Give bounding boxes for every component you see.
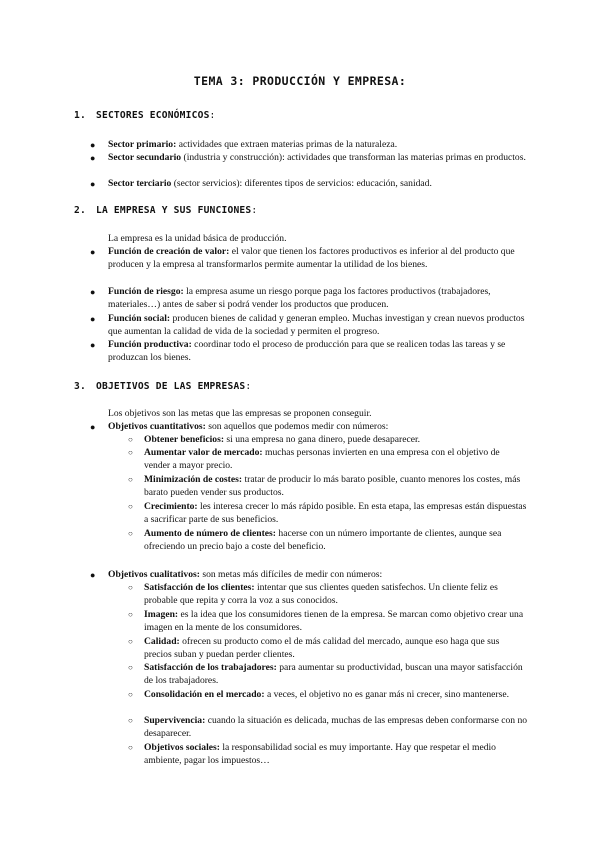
sub-list-item <box>128 662 528 687</box>
item-term: Satisfacción de los clientes: <box>144 582 255 593</box>
item-term: Aumentar valor de mercado: <box>144 447 263 458</box>
item-text: para aumentar su productividad, buscan una mayor satisfacción de los trabajadores. <box>144 662 523 686</box>
section-heading-text: OBJETIVOS DE LAS EMPRESAS <box>96 381 246 392</box>
item-text: son metas más difíciles de medir con números: <box>199 569 383 580</box>
list-item <box>90 339 528 364</box>
item-term: Sector primario: <box>108 139 177 150</box>
section-heading-colon: : <box>251 205 258 216</box>
bullet-icon: ● <box>90 247 96 257</box>
circle-bullet-icon: ○ <box>128 690 133 699</box>
list-item <box>90 286 528 311</box>
item-term: Función de creación de valor: <box>108 246 230 257</box>
item-text: cuando la situación es delicada, muchas de las empresas deben conformarse con no desaparecer. <box>144 715 528 739</box>
list-item <box>90 421 528 434</box>
item-term: Objetivos sociales: <box>144 742 220 753</box>
item-term: Sector terciario <box>108 178 172 189</box>
sub-list-item <box>128 742 528 767</box>
item-text: son aquellos que podemos medir con números: <box>205 421 389 432</box>
list-item <box>90 313 528 338</box>
circle-bullet-icon: ○ <box>128 448 133 457</box>
item-text: el valor que tienen los factores productivos es inferior al del producto que producen y la empresa al transformarlos permite aumentar la utilidad de los bienes. <box>108 246 515 270</box>
item-term: Supervivencia: <box>144 715 206 726</box>
bullet-icon: ● <box>90 153 96 163</box>
item-term: Función de riesgo: <box>108 286 184 297</box>
section-number: 2. <box>74 205 86 216</box>
circle-bullet-icon: ○ <box>128 475 133 484</box>
sub-list-item <box>128 434 528 447</box>
bullet-icon: ● <box>90 340 96 350</box>
section-heading-colon: : <box>245 381 252 392</box>
circle-bullet-icon: ○ <box>128 529 133 538</box>
bullet-icon: ● <box>90 314 96 324</box>
sub-list-item <box>128 715 528 740</box>
item-text: (industria y construcción): actividades que transforman las materias primas en productos. <box>181 152 526 163</box>
bullet-icon: ● <box>90 179 96 189</box>
item-text: tratar de producir lo más barato posible, cuanto menores los costes, más barato pueden vender sus productos. <box>144 474 521 498</box>
sub-list-item <box>128 501 528 526</box>
item-term: Sector secundario <box>108 152 182 163</box>
item-term: Calidad: <box>144 636 180 647</box>
item-text: la responsabilidad social es muy importante. Hay que respetar el medio ambiente, pagar los impuestos… <box>144 742 496 766</box>
item-term: Objetivos cualitativos: <box>108 569 200 580</box>
list-item <box>90 569 528 582</box>
section-number: 1. <box>74 110 86 121</box>
item-text: a veces, el objetivo no es ganar más ni crecer, sino mantenerse. <box>264 689 509 700</box>
item-text: actividades que extraen materias primas de la naturaleza. <box>176 139 398 150</box>
item-term: Función productiva: <box>108 339 192 350</box>
list-item <box>90 152 528 165</box>
section-heading-2 <box>74 205 257 216</box>
bullet-icon: ● <box>90 140 96 150</box>
item-text: coordinar todo el proceso de producción para que se realicen todas las tareas y se produzcan los bienes. <box>108 339 506 363</box>
item-term: Aumento de número de clientes: <box>144 528 276 539</box>
item-text: si una empresa no gana dinero, puede desaparecer. <box>224 434 421 445</box>
sub-list-item <box>128 636 528 661</box>
sub-list-item <box>128 528 528 553</box>
section-heading-text: SECTORES ECONÓMICOS <box>96 110 210 121</box>
item-term: Obtener beneficios: <box>144 434 225 445</box>
item-term: Consolidación en el mercado: <box>144 689 265 700</box>
section-heading-3 <box>74 381 251 392</box>
sub-list-item <box>128 447 528 472</box>
item-term: Satisfacción de los trabajadores: <box>144 662 277 673</box>
item-term: Función social: <box>108 313 171 324</box>
section-number: 3. <box>74 381 86 392</box>
bullet-icon: ● <box>90 422 96 432</box>
item-term: Imagen: <box>144 609 179 620</box>
item-term: Minimización de costes: <box>144 474 243 485</box>
item-text: ofrecen su producto como el de más calidad del mercado, aunque eso haga que sus precios suban y puedan perder clientes. <box>144 636 500 660</box>
item-text: muchas personas invierten en una empresa con el objetivo de vender a mayor precio. <box>144 447 500 471</box>
page-title: TEMA 3: PRODUCCIÓN Y EMPRESA: <box>193 74 407 88</box>
bullet-icon: ● <box>90 287 96 297</box>
list-item <box>90 246 528 271</box>
item-text: (sector servicios): diferentes tipos de servicios: educación, sanidad. <box>171 178 432 189</box>
circle-bullet-icon: ○ <box>128 637 133 646</box>
sub-list-item <box>128 582 528 607</box>
circle-bullet-icon: ○ <box>128 743 133 752</box>
circle-bullet-icon: ○ <box>128 610 133 619</box>
sub-list-item <box>128 609 528 634</box>
section-intro: La empresa es la unidad básica de producción. <box>108 233 287 244</box>
item-text: hacerse con un número importante de clientes, aunque sea ofreciendo un precio bajo a coste del beneficio. <box>144 528 502 552</box>
circle-bullet-icon: ○ <box>128 663 133 672</box>
circle-bullet-icon: ○ <box>128 502 133 511</box>
item-text: la empresa asume un riesgo porque paga los factores productivos (trabajadores, materiales…) antes de saber si podrá vender los productos que producen. <box>108 286 491 310</box>
circle-bullet-icon: ○ <box>128 435 133 444</box>
item-text: les interesa crecer lo más rápido posible. En esta etapa, las empresas están dispuestas a sacrificar parte de sus beneficios. <box>144 501 527 525</box>
section-heading-colon: : <box>209 110 216 121</box>
item-term: Objetivos cuantitativos: <box>108 421 206 432</box>
circle-bullet-icon: ○ <box>128 716 133 725</box>
item-text: intentar que sus clientes queden satisfechos. Un cliente feliz es probable que repita y corra la voz a sus conocidos. <box>144 582 498 606</box>
bullet-icon: ● <box>90 570 96 580</box>
list-item <box>90 178 528 191</box>
section-heading-text: LA EMPRESA Y SUS FUNCIONES <box>96 205 252 216</box>
section-heading-1 <box>74 110 216 121</box>
sub-list-item <box>128 474 528 499</box>
list-item <box>90 139 528 152</box>
section-intro: Los objetivos son las metas que las empresas se proponen conseguir. <box>108 408 372 419</box>
sub-list-item <box>128 689 528 702</box>
item-term: Crecimiento: <box>144 501 198 512</box>
item-text: producen bienes de calidad y generan empleo. Muchas investigan y crean nuevos productos que aumentan la calidad de vida de la sociedad y permiten el progreso. <box>108 313 525 337</box>
item-text: es la idea que los consumidores tienen de la empresa. Se marcan como objetivo crear una imagen en la mente de los consumidores. <box>144 609 524 633</box>
circle-bullet-icon: ○ <box>128 583 133 592</box>
